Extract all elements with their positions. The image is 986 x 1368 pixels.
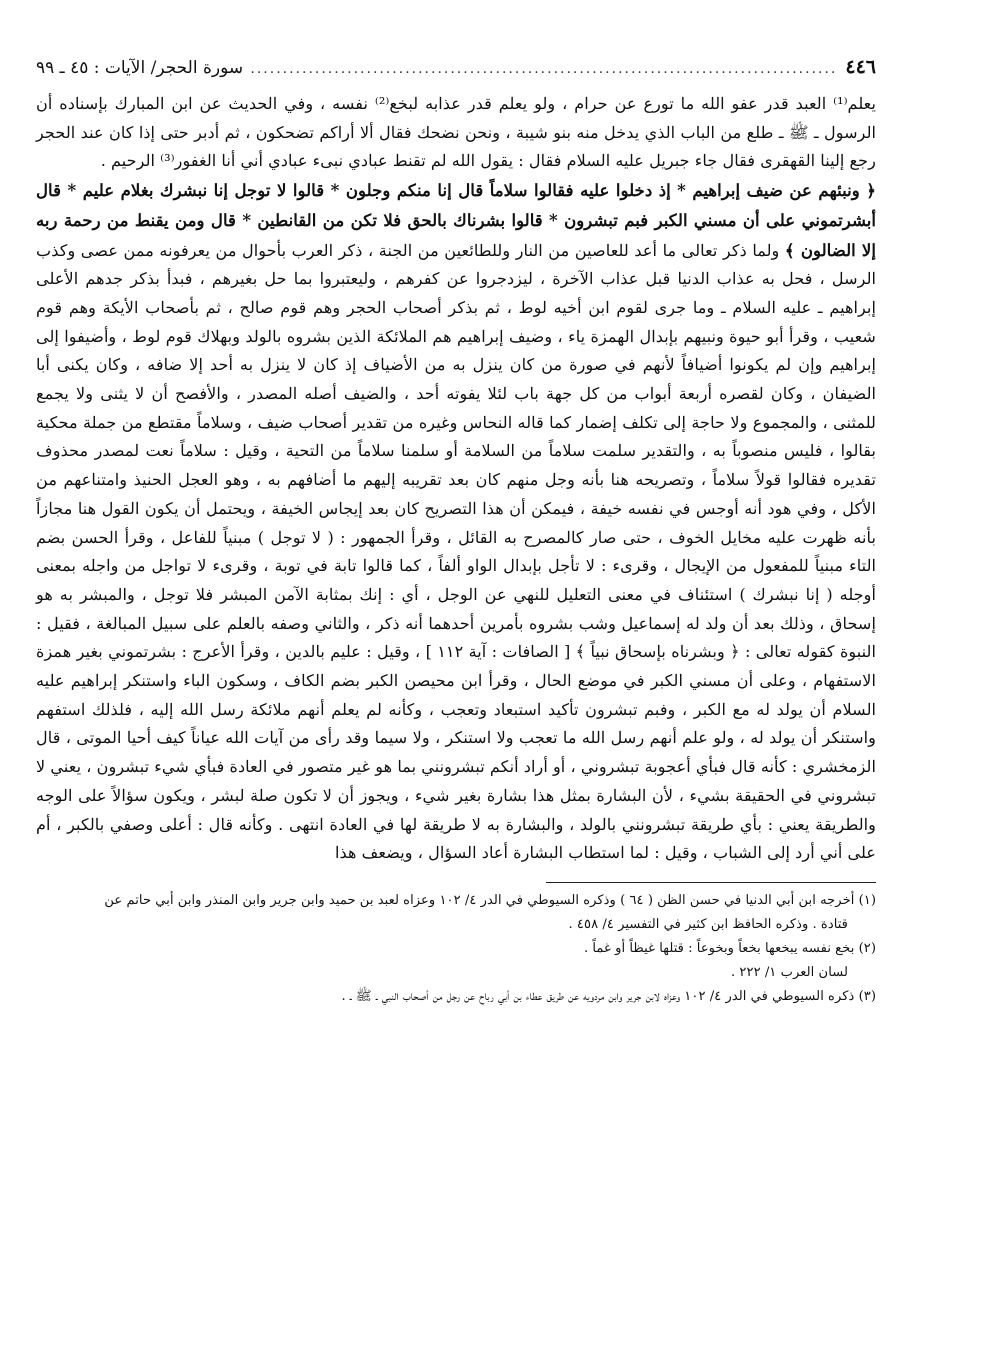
footnote xyxy=(36,937,876,961)
footnote-marker: (٢) xyxy=(858,940,876,956)
footnote-marker: (٣) xyxy=(858,988,876,1004)
footnotes xyxy=(36,889,876,1009)
running-header xyxy=(36,56,876,90)
intro-paragraph: يعلم⁽¹⁾ العبد قدر عفو الله ما تورع عن حرام ، ولو يعلم قدر عذابه لبخع⁽²⁾ نفسه ، وفي الحديث عن ابن المبارك بإسناده أن الرسول ـ ﷺ ـ طلع من الباب الذي يدخل منه بنو شيبة ، ونحن نضحك فقال ألا أراكم تضحكون ، ثم أدبر حتى إذا كان عند الحجر رجع إلينا القهقرى فقال جاء جبريل عليه السلام فقال : يقول الله لم تقنط عبادي نبىء عبادي أني أنا الغفور⁽³⁾ الرحيم . xyxy=(36,94,877,171)
quran-verse: ﴿ ونبئهم عن ضيف إبراهيم * إذ دخلوا عليه فقالوا سلاماً قال إنا منكم وجلون * قالوا لا توجل إنا نبشرك بغلام عليم * قال أبشرتموني على أن مسني الكبر فبم تبشرون * قالوا بشرناك بالحق فلا تكن من القانطين * قال ومن يقنط من رحمة ربه إلا الضالون ﴾ xyxy=(36,180,876,260)
footnote-continuation: قتادة . وذكره الحافظ ابن كثير في التفسير ٤/ ٤٥٨ . xyxy=(568,916,848,932)
footnote-continuation: لسان العرب ١/ ٢٢٢ . xyxy=(731,964,848,980)
verse-paragraph xyxy=(36,176,876,868)
page-number: ٤٤٦ xyxy=(845,56,876,78)
header-dot-leader xyxy=(251,61,837,77)
footnote-separator xyxy=(546,882,876,883)
footnote-text: أخرجه ابن أبي الدنيا في حسن الظن ( ٦٤ ) وذكره السيوطي في الدر ٤/ ١٠٢ وعزاه لعبد بن حميد وابن جرير وابن المنذر وابن أبي حاتم عن xyxy=(104,892,855,908)
main-text xyxy=(36,90,876,868)
footnote-text: ذكره السيوطي في الدر ٤/ ١٠٢ وعزاه لابن جرير وابن مردويه عن طريق عطاء بن أبي رباح عن رجل من أصحاب النبي ـ ﷺ ـ . xyxy=(341,988,855,1004)
running-title: سورة الحجر/ الآيات : ٤٥ ـ ٩٩ xyxy=(36,58,244,78)
footnote-text: بخع نفسه يبخعها بخعاً وبخوعاً : قتلها غيظاً أو غماً . xyxy=(583,940,855,956)
footnote xyxy=(36,889,876,913)
page xyxy=(36,56,876,1009)
footnote-marker: (١) xyxy=(858,892,876,908)
footnote xyxy=(36,985,876,1009)
commentary-text: ولما ذكر تعالى ما أعد للعاصين من النار وللطائعين من الجنة ، ذكر العرب بأحوال من يعرفونه ممن عصى وكذب الرسل ، فحل به عذاب الدنيا قبل عذاب الآخرة ، ليزدجروا عن كفرهم ، وليعتبروا بما حل بغيرهم ، فبدأ بذكر جدهم الأعلى إبراهيم ـ عليه السلام ـ وما جرى لقوم ابن أخيه لوط ، ثم بذكر أصحاب الحجر وهم قوم صالح ، ثم بأصحاب الأيكة وهم قوم شعيب ، وقرأ أبو حيوة ونبيهم بإبدال الهمزة ياء ، وضيف إبراهيم هم الملائكة الذين بشروه بالولد وبهلاك قوم لوط ، وأضيفوا إلى إبراهيم وإن لم يكونوا أضيافاً لأنهم في صورة من كان ينزل به من الأضياف إذ كان لا ينزل به أحد إلا ضافه ، وكان يكنى أبا الضيفان ، وكان لقصره أربعة أبواب من كل جهة باب لئلا يفوته أحد ، والضيف أصله المصدر ، والأفصح أن لا يثنى ولا يجمع للمثنى ، والمجموع ولا حاجة إلى تكلف إضمار كما قاله النحاس وغيره من تقدير أصحاب ضيف ، وسلاماً مقتطع من جملة محكية بقالوا ، فليس منصوباً به ، والتقدير سلمت سلاماً من السلامة أو سلمنا سلاماً من التحية ، وقيل : سلاماً نعت لمصدر محذوف تقديره فقالوا قولاً سلاماً ، وتصريحه هنا بأنه وجل منهم كان بعد تقريبه إليهم ما أضافهم به ، وهو العجل الحنيذ وامتناعهم من الأكل ، وفي هود أنه أوجس في نفسه خيفة ، فيمكن أن هذا التصريح كان بعد إيجاس الخيفة ، ويحتمل أن يكون القول هنا مجازاً بأنه ظهرت عليه مخايل الخوف ، حتى صار كالمصرح به القائل ، وقرأ الجمهور : ( لا توجل ) مبنياً للفاعل ، وقرأ الحسن بضم التاء مبنياً للمفعول من الإيجال ، وقرىء : لا تأجل بإبدال الواو ألفاً ، كما قالوا تابة في توبة ، وقرىء لا تواجل من واجله بمعنى أوجله ( إنا نبشرك ) استئناف في معنى التعليل للنهي عن الوجل ، أي : إنك بمثابة الآمن المبشر فلا توجل ، والمبشر به هو إسحاق ، وذلك بعد أن ولد له إسماعيل وشب بشروه بأمرين أحدهما أنه ذكر ، والثاني وصفه بالعلم على سبيل المبالغة ، فقيل : النبوة كقوله تعالى : ﴿ وبشرناه بإسحاق نبياً ﴾ [ الصافات : آية ١١٢ ] ، وقيل : عليم بالدين ، وقرأ الأعرج : بشرتموني بغير همزة الاستفهام ، وعلى أن مسني الكبر في موضع الحال ، وقرأ ابن محيصن الكبر بضم الكاف ، وسكون الباء واستنكر إبراهيم عليه السلام أن يولد له مع الكبر ، وفبم تبشرون تأكيد استبعاد وتعجب ، وكأنه لم يعلم أنهم ملائكة رسل الله إليه ، فلذلك استفهم واستنكر أن يولد له ، ولو علم أنهم رسل الله ما تعجب ولا استنكر ، ولا سيما وقد رأى من آيات الله عياناً كيف أحيا الموتى ، قال الزمخشري : كأنه قال فبأي أعجوبة تبشروني ، أو أراد أنكم تبشرونني بما هو غير متصور في العادة فبأي شيء تبشرون ، يعني لا تبشروني في الحقيقة بشيء ، لأن البشارة بمثل هذا بشارة بغير شيء ، ويجوز أن لا تكون صلة لبشر ، ويكون سؤالاً على الوجه والطريقة يعني : بأي طريقة تبشرونني بالولد ، والبشارة به لا طريقة لها في العادة انتهى . وكأنه قال : أعلى وصفي بالكبر ، أم على أني أرد إلى الشباب ، وقيل : لما استطاب البشارة أعاد السؤال ، ويضعف هذا xyxy=(36,240,876,863)
